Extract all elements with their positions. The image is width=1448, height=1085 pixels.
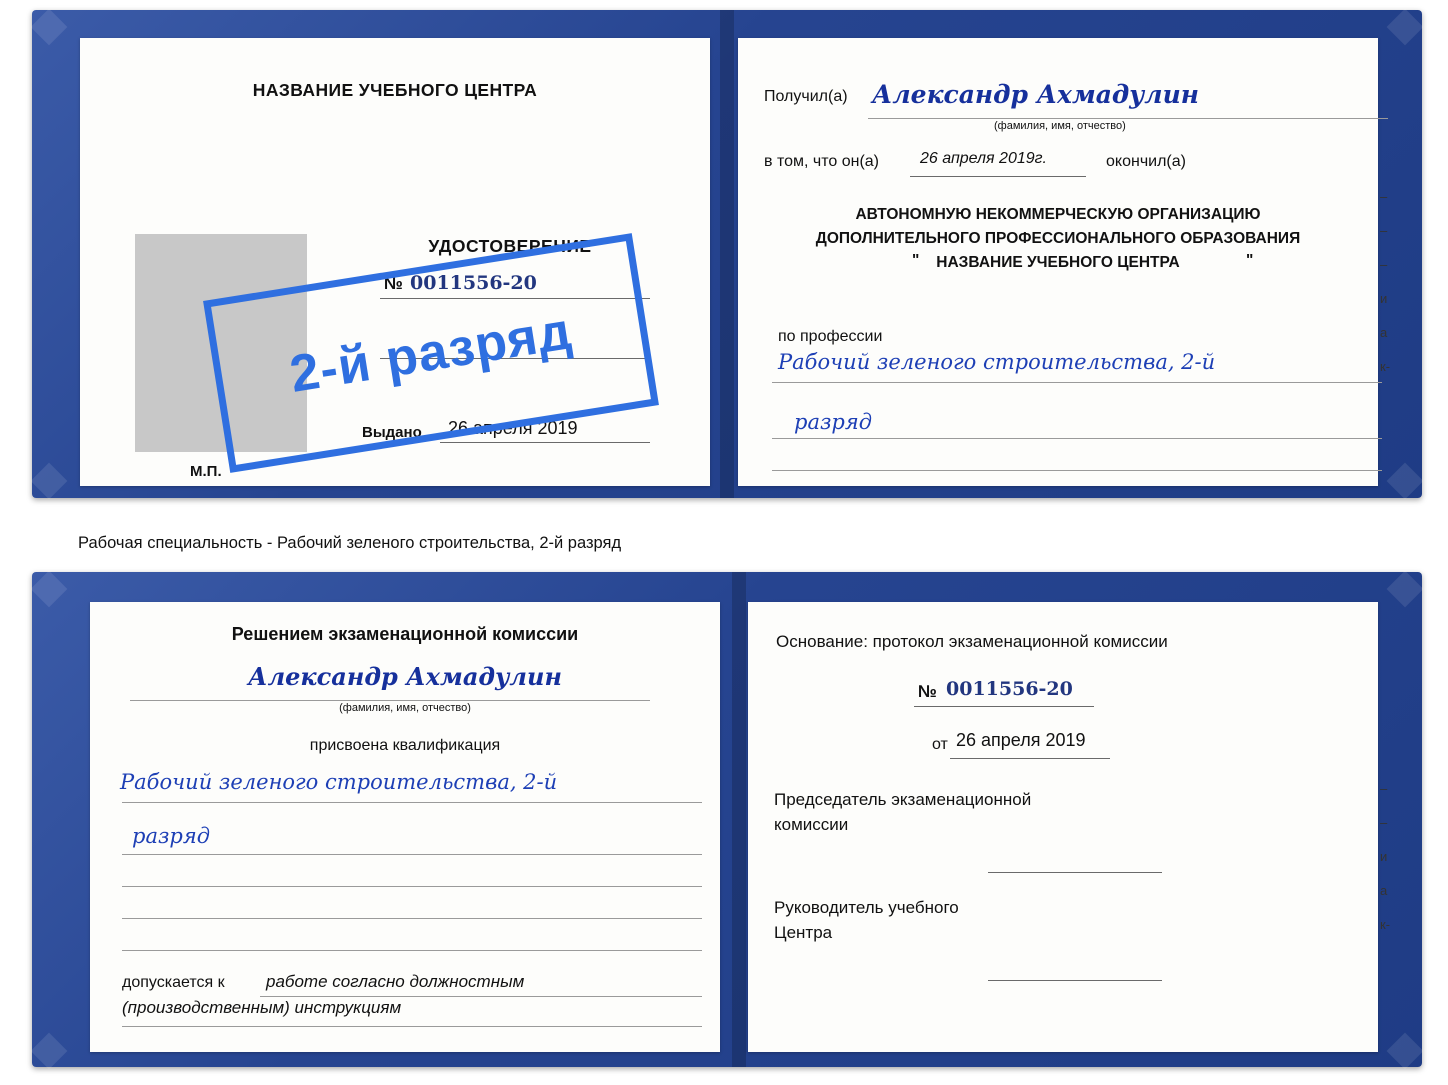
finished-label: окончил(а) <box>1106 153 1186 170</box>
graduate-name-hint: (фамилия, имя, отчество) <box>339 702 471 714</box>
finish-date: 26 апреля 2019г. <box>920 150 1047 167</box>
organization-line-3: НАЗВАНИЕ УЧЕБНОГО ЦЕНТРА <box>936 254 1180 271</box>
graduate-name-underline <box>130 700 650 701</box>
profession-value-line-2: разряд <box>794 410 873 434</box>
certificate-right-page-top <box>738 38 1378 486</box>
document-type: УДОСТОВЕРЕНИЕ <box>428 236 592 256</box>
that-label: в том, что он(а) <box>764 153 879 170</box>
received-label: Получил(а) <box>764 88 848 105</box>
qualification-label: присвоена квалификация <box>309 737 501 754</box>
profession-line-rule-2 <box>772 438 1382 439</box>
basis-label: Основание: протокол экзаменационной комиссии <box>776 632 1168 651</box>
protocol-number: 0011556-20 <box>946 678 1073 700</box>
admitted-label: допускается к <box>122 974 225 991</box>
certificate-bottom <box>32 572 1422 1072</box>
head-signature-line <box>988 980 1162 981</box>
certificate-spine-top <box>720 10 734 498</box>
profession-line-rule-3 <box>772 470 1382 471</box>
qualification-line-2: разряд <box>132 824 211 848</box>
profession-line-rule-1 <box>772 382 1382 383</box>
from-label: от <box>932 736 948 753</box>
admitted-rule-1 <box>260 996 702 997</box>
graduate-name: Александр Ахмадулин <box>248 662 562 691</box>
qualification-rule-3 <box>122 886 702 887</box>
profession-value-line-1: Рабочий зеленого строительства, 2-й <box>778 350 1216 374</box>
page-edge-letters-bottom: – – и а к- <box>1380 781 1391 932</box>
qualification-rule-1 <box>122 802 702 803</box>
issued-label: Выдано <box>362 424 422 441</box>
certificate-right-page-bottom <box>748 602 1378 1052</box>
name-underline <box>868 118 1388 119</box>
chairman-signature-line <box>988 872 1162 873</box>
seal-label: М.П. <box>190 463 222 480</box>
organization-quote-close: " <box>1246 252 1254 269</box>
certificate-spine-bottom <box>732 572 746 1067</box>
qualification-rule-4 <box>122 918 702 919</box>
issued-date: 26 апреля 2019 <box>448 418 578 438</box>
name-hint: (фамилия, имя, отчество) <box>994 120 1126 132</box>
decision-title: Решением экзаменационной комиссии <box>231 624 579 644</box>
certificate-number: 0011556-20 <box>410 272 537 294</box>
qualification-rule-2 <box>122 854 702 855</box>
date-underline <box>910 176 1086 177</box>
admitted-line-2: (производственным) инструкциям <box>122 998 402 1017</box>
protocol-date-underline <box>950 758 1110 759</box>
page-edge-letters-top: – – – и а к- <box>1380 189 1391 374</box>
chairman-label-line-1: Председатель экзаменационной <box>774 790 1032 809</box>
issued-underline <box>440 442 650 443</box>
protocol-number-sign: № <box>918 682 937 701</box>
page-caption: Рабочая специальность - Рабочий зеленого строительства, 2-й разряд <box>78 534 622 552</box>
profession-label: по профессии <box>778 328 883 345</box>
number-sign: № <box>384 274 403 293</box>
certificate-top <box>32 10 1422 505</box>
chairman-label-line-2: комиссии <box>774 815 849 834</box>
certificate-left-page-bottom <box>90 602 720 1052</box>
rank-stamp: 2-й разряд <box>203 233 659 473</box>
admitted-rule-2 <box>122 1026 702 1027</box>
organization-line-2: ДОПОЛНИТЕЛЬНОГО ПРОФЕССИОНАЛЬНОГО ОБРАЗОВАНИЯ <box>815 230 1301 247</box>
qualification-rule-5 <box>122 950 702 951</box>
holder-name: Александр Ахмадулин <box>872 80 1199 109</box>
protocol-date: 26 апреля 2019 <box>956 730 1086 750</box>
organization-line-1: АВТОНОМНУЮ НЕКОММЕРЧЕСКУЮ ОРГАНИЗАЦИЮ <box>855 206 1261 223</box>
admitted-line-1: работе согласно должностным <box>266 972 525 991</box>
training-center-name: НАЗВАНИЕ УЧЕБНОГО ЦЕНТРА <box>252 80 538 100</box>
head-label-line-2: Центра <box>774 923 833 942</box>
head-label-line-1: Руководитель учебного <box>774 898 959 917</box>
organization-quote-open: " <box>912 252 920 269</box>
protocol-number-underline <box>914 706 1094 707</box>
qualification-line-1: Рабочий зеленого строительства, 2-й <box>120 770 558 794</box>
